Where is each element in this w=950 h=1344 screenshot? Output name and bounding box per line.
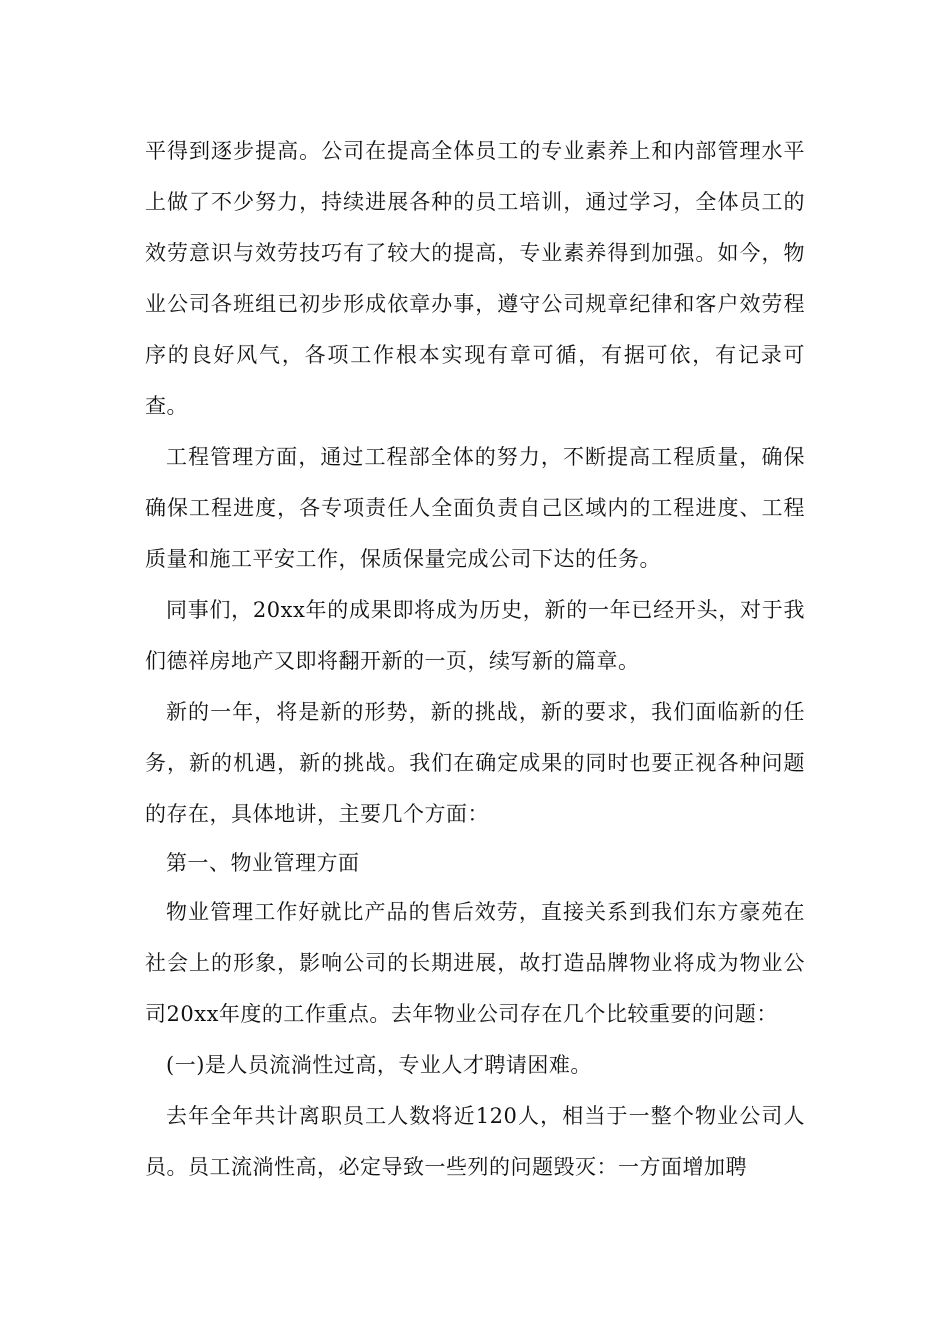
- paragraph-property-management: 物业管理工作好就比产品的售后效劳，直接关系到我们东方豪苑在社会上的形象，影响公司的长期进展，故打造品牌物业将成为物业公司20xx年度的工作重点。去年物业公司存在几个比较重要的问题：: [145, 900, 805, 1026]
- paragraph-new-year: 新的一年，将是新的形势，新的挑战，新的要求，我们面临新的任务，新的机遇，新的挑战。我们在确定成果的同时也要正视各种问题的存在，具体地讲，主要几个方面：: [145, 700, 805, 826]
- section-heading-property: 第一、物业管理方面: [166, 851, 360, 875]
- subsection-heading-turnover: (一)是人员流淌性过高，专业人才聘请困难。: [166, 1053, 592, 1077]
- paragraph-colleagues: 同事们，20xx年的成果即将成为历史，新的一年已经开头，对于我们德祥房地产又即将翻开新的一页，续写新的篇章。: [145, 598, 805, 673]
- paragraph-management-level: 平得到逐步提高。公司在提高全体员工的专业素养上和内部管理水平上做了不少努力，持续进展各种的员工培训，通过学习，全体员工的效劳意识与效劳技巧有了较大的提高，专业素养得到加强。如今，物业公司各班组已初步形成依章办事，遵守公司规章纪律和客户效劳程序的良好风气，各项工作根本实现有章可循，有据可依，有记录可查。: [145, 139, 805, 418]
- document-page: [145, 126, 805, 1193]
- paragraph-engineering: 工程管理方面，通过工程部全体的努力，不断提高工程质量，确保确保工程进度，各专项责任人全面负责自己区域内的工程进度、工程质量和施工平安工作，保质保量完成公司下达的任务。: [145, 445, 805, 571]
- paragraph-turnover: 去年全年共计离职员工人数将近120人，相当于一整个物业公司人员。员工流淌性高，必定导致一些列的问题毁灭：一方面增加聘: [145, 1104, 805, 1179]
